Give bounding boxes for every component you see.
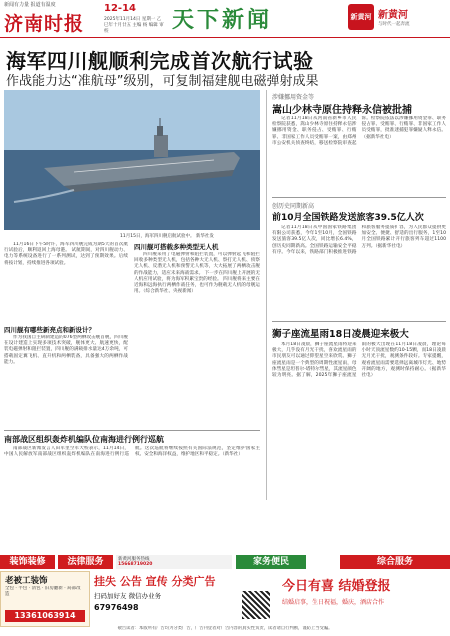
masthead-rule [0,37,450,38]
ad-classified [92,571,274,625]
divider [4,430,260,431]
lead-body-col1: 11月16日下午5时许，海军四川舰完成为期5天的首次航行试验后，顺利返回上海母港。 试航期间，对四川舰动力、电力等系统设备进行了一系列测试，达到了预期效果。后续将按计划，持续推进各项试验。 [4,242,128,266]
lead-headline: 海军四川舰顺利完成首次航行试验 [6,49,314,73]
ship-illustration-icon [4,90,260,230]
ad-decor-phone: 13361063914 [5,610,85,622]
brand-logo-icon: 新黄河 [348,4,374,30]
qr-code-icon [242,591,270,619]
photo-caption: 11月15日，海军四川舰启航试验中。 新华社发 [120,234,214,239]
issue-date: 12-14 [104,3,136,14]
story3-title: 狮子座流星雨18日凌晨迎来极大 [272,329,409,340]
ship-photo [4,90,260,230]
ad-classified-sub: 扫码加好友 微信办业务 [94,592,162,600]
brand-app-name: 新黄河 [378,10,408,21]
ad-decor [0,571,90,627]
contact-service: 新黄河服务热线 [118,557,150,562]
classified-ads [0,555,450,636]
masthead-slogan: 新闻有力量 报道有温度 [4,2,56,8]
contact-phone: 15668719020 [118,562,153,567]
column-divider [266,90,267,500]
ad-wedding-sub: 结婚启事，生日祝福，婚庆，酒店合作 [282,599,385,606]
ad-wedding-title: 今日有喜 结婚登报 [282,579,391,594]
story3-body: 本月18日凌晨，狮子座流星雨将迎来极大，几乎没有月光干扰，喜欢流星雨的市民朋友可以通过仰望星空来欣赏。狮子座流星雨是一个典型的周期性流星雨，母体彗星是坦普尔-塔特尔彗星，其流星颜色较为明亮。据了解，2025年狮子座流星雨的极大出现在11月18日凌晨，理论每小时天顶流星数约10-15颗，而18日凌晨无月光干扰，观测条件较好。专家提醒，观看流星雨需要选择远离城市灯光、地势开阔的地方，观测时保持耐心。（据新华社电） [272,342,446,379]
brand-slogan: 与时代一起奔流 [378,22,410,27]
story2-body: 记者11月18日从中国国家铁路集团有限公司获悉，今年1至10月，全国铁路发送旅客39.5亿人次，同比增长6.4%，创历史同期新高。全国铁路运输安全平稳有序。今年以来，铁路部门积极推进铁路和旅客服务提质扩容，为人民群众提供更加安全、便捷、舒适的出行服务，1至10月全国铁路累计开行旅客列车超过1100万列。（据新华社电） [272,225,446,255]
ad-tab: 装饰装修 [0,555,55,569]
ad-tab: 法律服务 [58,555,113,569]
story1-body: 记者11月18日从河南省新乡市人民检察院获悉，嵩山少林寺原住持释永信涉嫌挪用资金、职务侵占、受贿罪、行贿罪、非国家工作人员受贿罪一案，由郑州市公安机关侦查终结，移送检察院审查起诉。检察院依法以涉嫌挪用资金罪、职务侵占罪、受贿罪、行贿罪、非国家工作人员受贿罪，批准逮捕犯罪嫌疑人释永信。（据新华社电） [272,116,446,146]
issue-info: 2025年11月14日 星期一 乙巳年十月廿五 主编 杨 编辑 审校 [104,17,164,34]
story2-title: 前10月全国铁路发送旅客39.5亿人次 [272,213,424,223]
story1-title: 嵩山少林寺原住持释永信被批捕 [272,105,412,116]
ad-classified-phone: 67976498 [94,603,139,612]
footer-note: 敬告读者：本版所有广告均为分类广告，广告刊登者对广告内容的真实性负责，读者请自行判断，谨防上当受骗。 [117,626,333,631]
lead-body-col2: 四川舰采用了电磁弹射和阻拦装置，可以弹射起飞和阻拦回收多种类型无人机，包括各种大无人机、察打无人机、侦察无人机、反潜无人机和预警无人机等，大大拓展了两栖攻击舰的作战能力，适应未来海战需求。 下一步在四川舰上开展的无人机应用试验，将为海军积累宝贵的经验。 四川舰将来主要在近海和远海执行两栖作战任务，也可作为舰载无人机的母舰运用。（综合新华社、央视新闻） [134,252,260,295]
lead-subheadline: 作战能力达“准航母”级别，可复制福建舰电磁弹射成果 [6,74,319,89]
ad-classified-title: 挂失 公告 宣传 分类广告 [94,575,216,588]
lead-question-1: 四川舰有哪些新亮点和新设计？ [4,326,95,334]
section-title: 天下新闻 [172,7,273,33]
story1-kicker: 涉嫌挪用资金等 [272,94,315,101]
paper-logo: 济南时报 [4,13,85,35]
masthead [0,0,450,36]
lead-question-3: 南部战区组织轰炸机编队位南海进行例行巡航 [4,435,164,444]
ad-tab: 家务便民 [236,555,306,569]
divider [272,197,446,198]
ad-tab: 综合服务 [340,555,450,569]
lead-body-col1b: 作为我国自主研制建造的076型两栖攻击舰首舰，四川舰在设计建造上实现多项技术突破，舰体更大、航速更快，配装电磁弹射和阻拦装置，四川舰的满载排水量达4万余吨，可搭载固定翼飞机、直升机和两栖装备，具备强大的两栖作战能力。 [4,335,128,365]
lead-body-col3: 南部战区新闻发言人田军里空军大校表示，11月14日，中国人民解放军南部战区组织轰炸机编队在南海进行例行巡航。这次巡航将继续按照有关国际法规范，坚定维护国家主权、安全和海洋权益，维护地区和平稳定。（新华社） [4,446,260,458]
ad-decor-text: 全包 · 半包 · 清包 · 旧房翻新 · 局部改造 [5,586,81,597]
divider [272,321,446,322]
lead-question-2: 四川舰可搭载多种类型无人机 [134,243,219,251]
story2-kicker: 创历史同期新高 [272,203,315,210]
contact-strip [116,555,232,569]
ad-wedding [278,571,448,625]
ad-decor-title: 老被工装饰 [5,576,48,586]
